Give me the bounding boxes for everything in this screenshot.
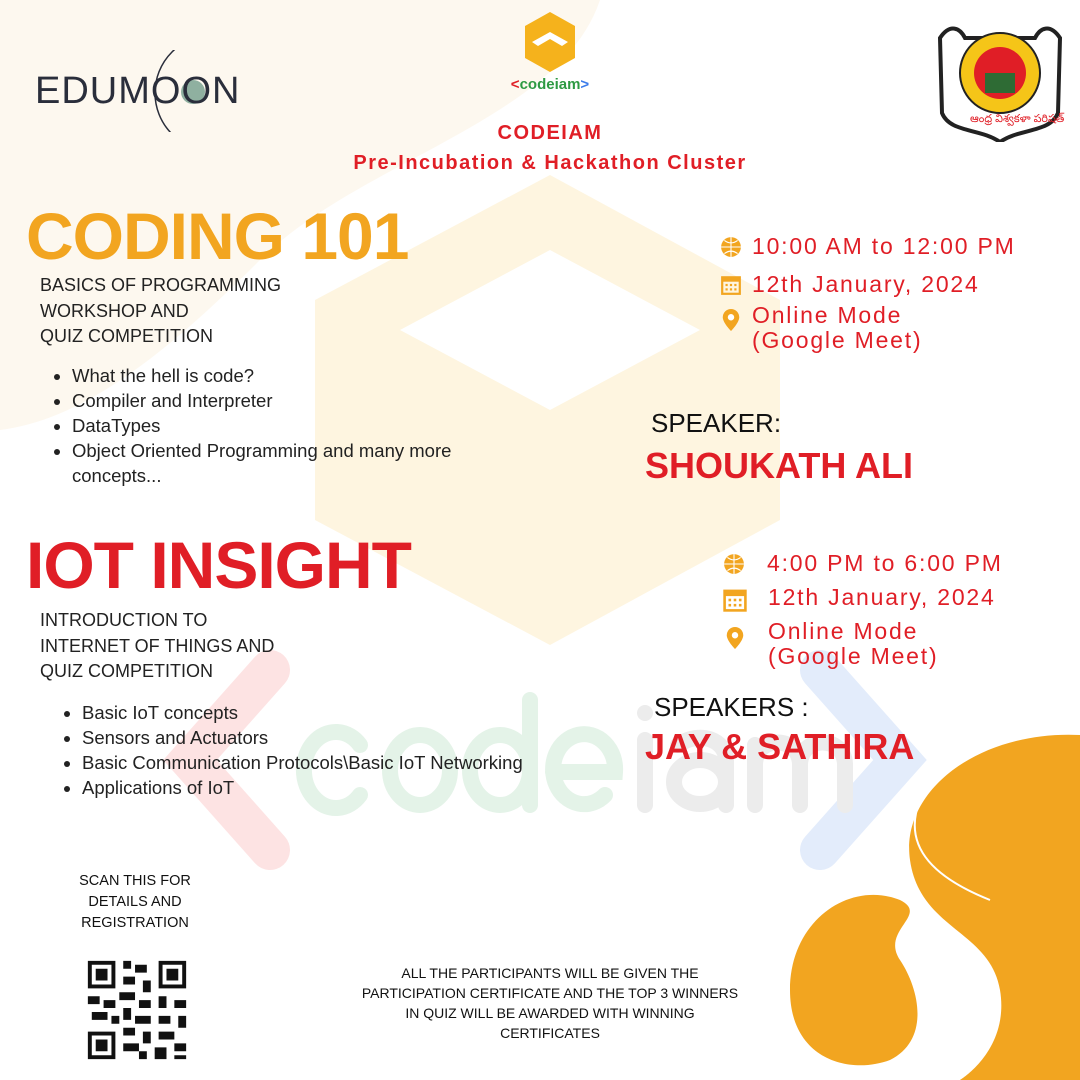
event-location [720, 303, 922, 353]
topic-item: • DataTypes [72, 413, 522, 438]
time-text: 10:00 AM to 12:00 PM [752, 233, 1016, 259]
topic-item: • Basic Communication Protocols\Basic IoT Networking [82, 750, 622, 775]
mode-text: Online Mode [752, 302, 903, 328]
note-line: CERTIFICATES [500, 1025, 600, 1041]
scan-instruction [60, 871, 210, 934]
event-title-coding-101: CODING 101 [26, 199, 409, 273]
event-subtitle [40, 273, 281, 350]
subtitle-line: QUIZ COMPETITION [40, 326, 213, 346]
globe-icon [720, 236, 742, 258]
topic-list [72, 363, 522, 488]
event-date [722, 585, 996, 613]
topic-item: • Compiler and Interpreter [72, 388, 522, 413]
event-date [720, 272, 980, 297]
event-time [720, 234, 1016, 259]
subtitle-line: INTERNET OF THINGS AND [40, 635, 275, 656]
org-name: CODEIAM [497, 122, 603, 144]
date-text: 12th January, 2024 [752, 271, 980, 297]
location-pin-icon [720, 309, 742, 331]
scan-line: DETAILS AND [88, 894, 182, 910]
codeiam-logo: <codeiam> [490, 10, 610, 100]
emblem-text: ఆంధ్ర విశ్వకళా పరిషత్ [970, 113, 1065, 125]
codeiam-hexagon-icon [490, 10, 610, 80]
note-line: ALL THE PARTICIPANTS WILL BE GIVEN THE [401, 965, 699, 981]
location-pin-icon [724, 627, 746, 649]
event-title-iot-insight: IOT INSIGHT [26, 528, 411, 602]
event-time [723, 551, 1003, 576]
subtitle-line: INTRODUCTION TO [40, 610, 208, 630]
calendar-icon [722, 587, 748, 613]
certificate-note [300, 963, 800, 1043]
topic-item: • Sensors and Actuators [82, 725, 622, 750]
subtitle-line: WORKSHOP AND [40, 300, 189, 321]
platform-text: (Google Meet) [752, 327, 923, 353]
registration-qr-code[interactable] [80, 953, 194, 1067]
topic-item: • Basic IoT concepts [82, 700, 622, 725]
topic-item: • Object Oriented Programming and many more concepts... [72, 438, 522, 488]
globe-icon [723, 553, 745, 575]
topic-item: • What the hell is code? [72, 363, 522, 388]
speaker-name: SHOUKATH ALI [645, 445, 913, 486]
platform-text: (Google Meet) [768, 643, 939, 669]
edumoon-logo [33, 50, 248, 132]
codeiam-wordmark: codeiam [519, 76, 581, 93]
speaker-label: SPEAKER: [651, 408, 782, 438]
time-text: 4:00 PM to 6:00 PM [767, 550, 1003, 576]
note-line: IN QUIZ WILL BE AWARDED WITH WINNING [405, 1005, 695, 1021]
calendar-icon [720, 274, 742, 296]
university-emblem [930, 18, 1070, 142]
date-text: 12th January, 2024 [768, 584, 996, 610]
scan-line: REGISTRATION [81, 915, 189, 931]
mode-text: Online Mode [768, 618, 919, 644]
scan-line: SCAN THIS FOR [79, 873, 191, 889]
speaker-label: SPEAKERS : [654, 692, 809, 722]
edumoon-wordmark: EDUMOON [35, 70, 241, 112]
event-location [724, 619, 938, 669]
subtitle-line: BASICS OF PROGRAMMING [40, 275, 282, 295]
note-line: PARTICIPATION CERTIFICATE AND THE TOP 3 WINNERS [361, 985, 739, 1001]
topic-item: • Applications of IoT [82, 775, 622, 800]
event-subtitle [40, 608, 274, 685]
subtitle-line: QUIZ COMPETITION [40, 661, 213, 681]
cluster-name: Pre-Incubation & Hackathon Cluster [353, 152, 747, 174]
topic-list [82, 700, 622, 800]
speaker-name: JAY & SATHIRA [645, 726, 915, 767]
